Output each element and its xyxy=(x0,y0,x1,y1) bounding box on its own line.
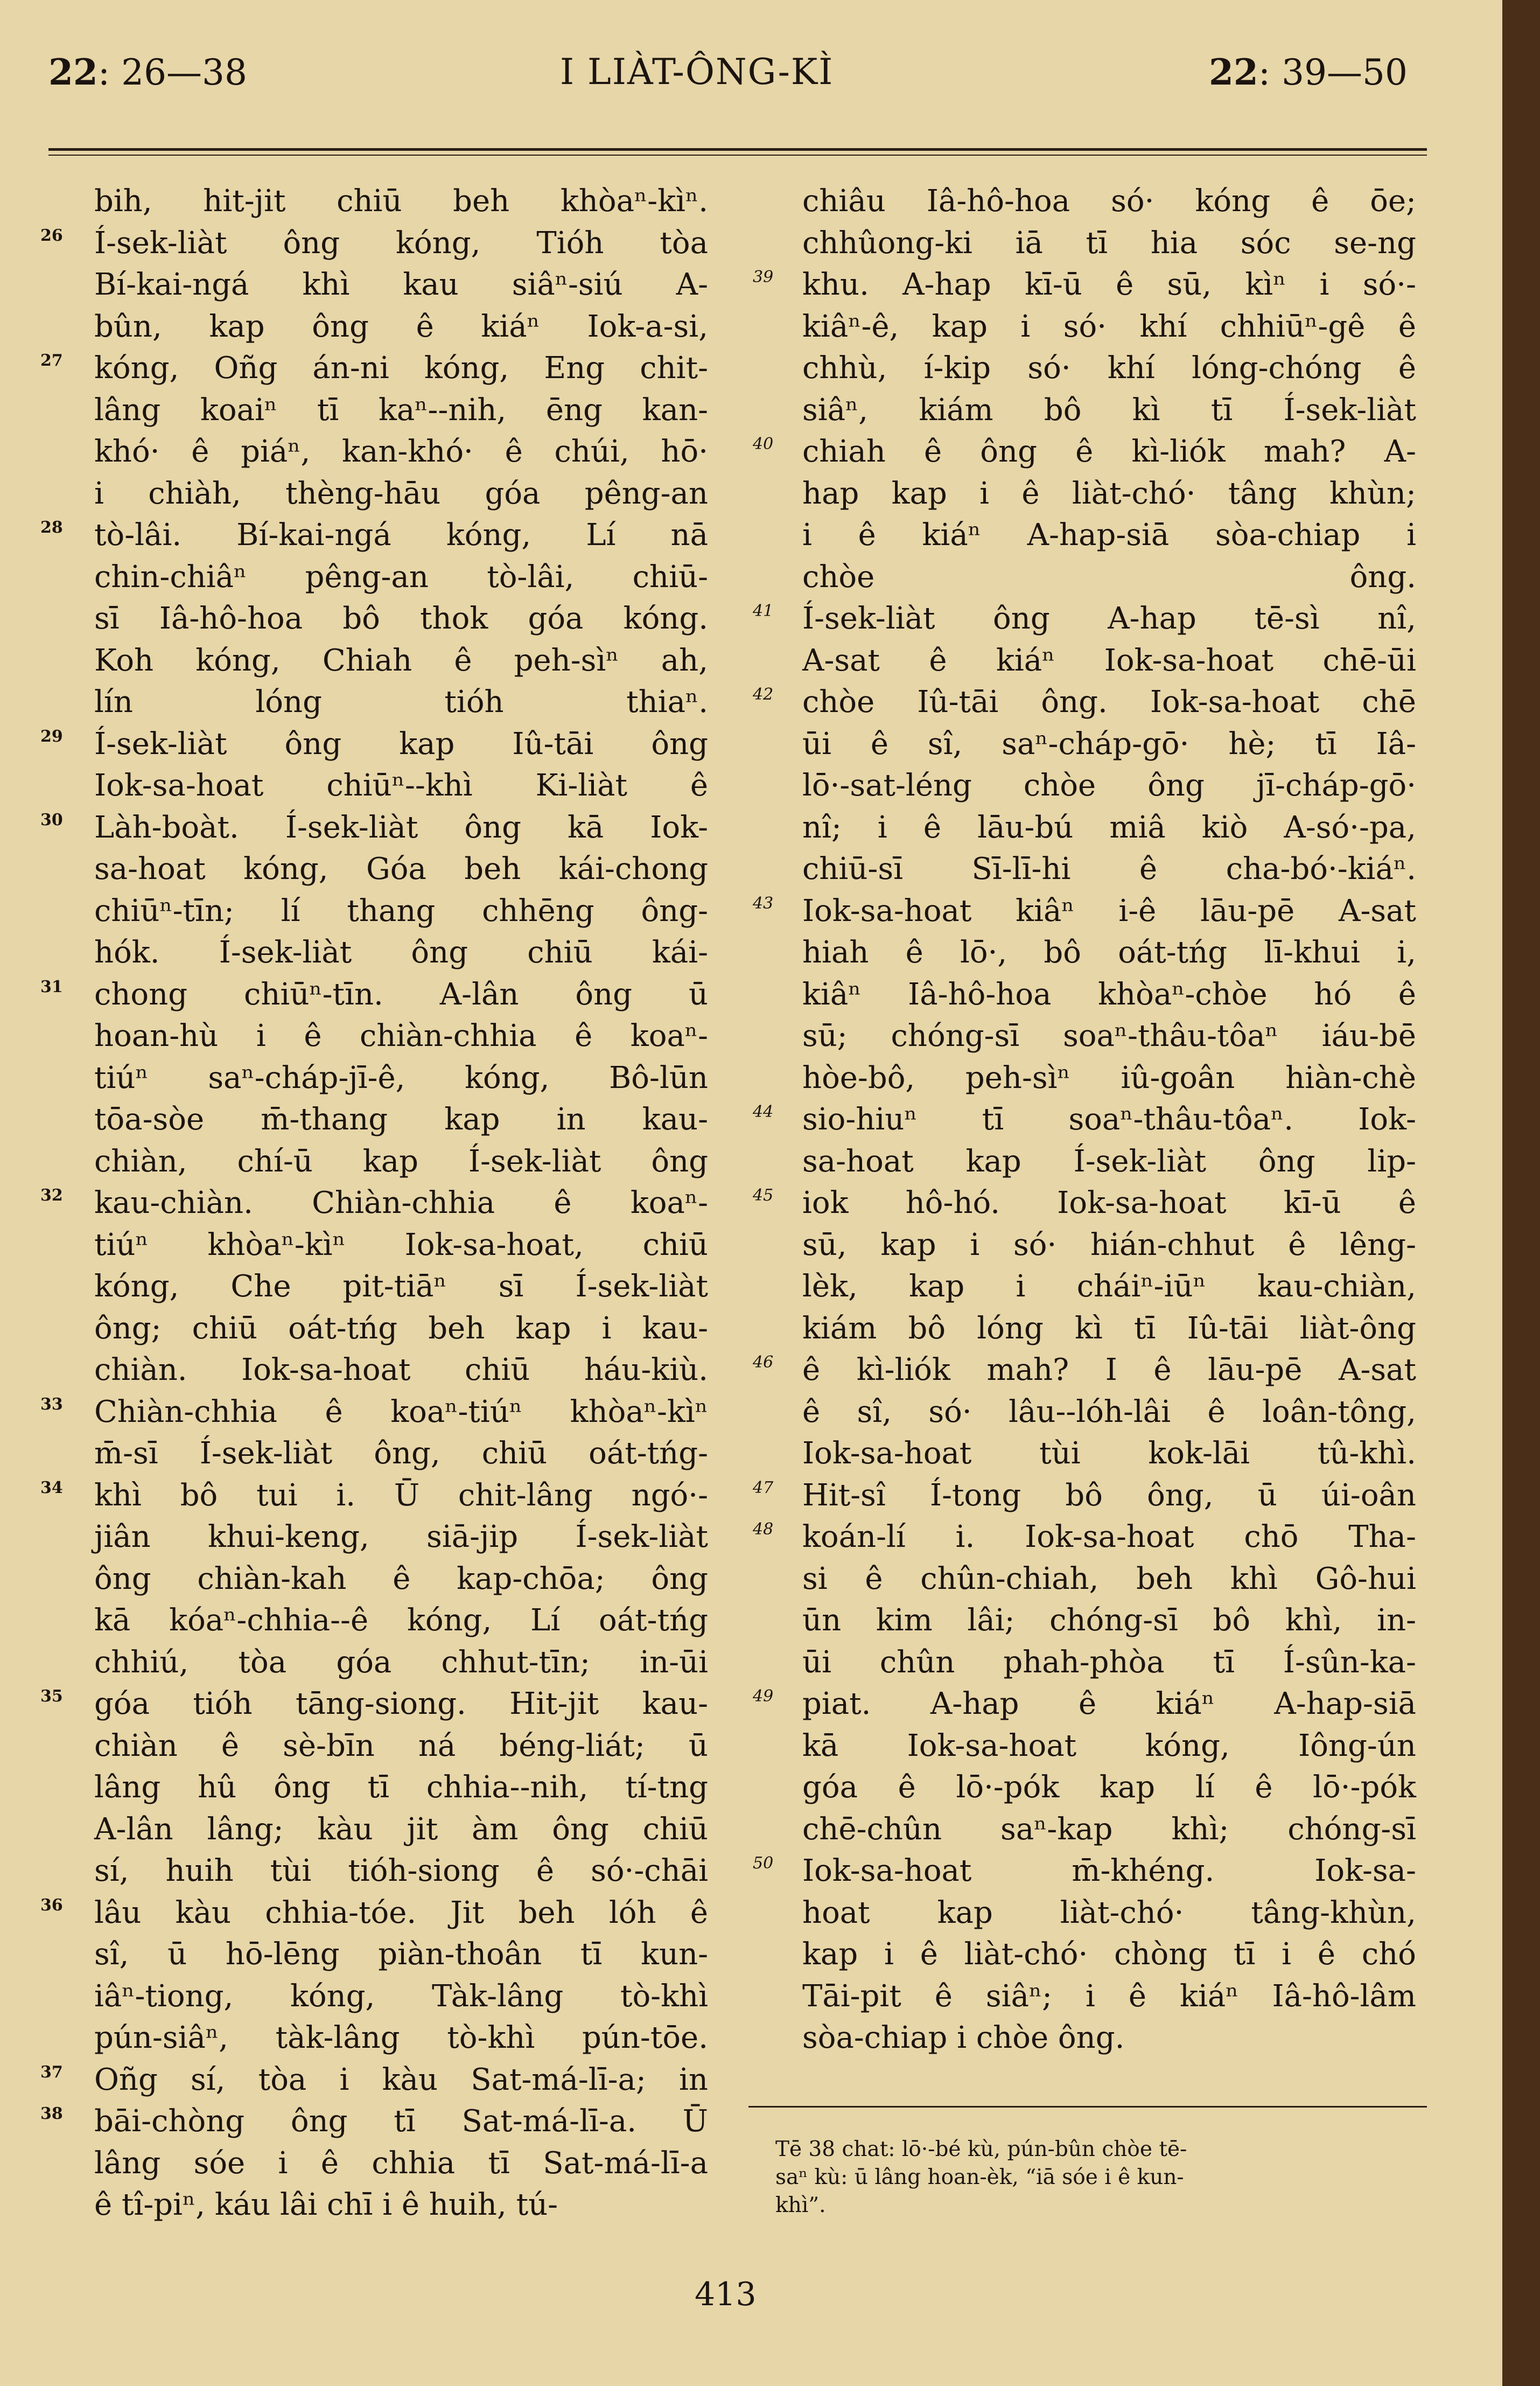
line-text: Hit-sî Í-tong bô ông, ū úi-oân xyxy=(802,1477,1416,1513)
line-text: A-sat ê kiáⁿ Iok-sa-hoat chē-ūi xyxy=(802,643,1416,678)
text-line xyxy=(802,1558,1416,1600)
text-line xyxy=(94,180,708,222)
verse-number: 39 xyxy=(753,268,774,287)
line-text: chòe ông. xyxy=(802,559,1416,595)
verse-number: 32 xyxy=(40,1186,63,1205)
verse-number: 49 xyxy=(753,1687,774,1706)
text-line xyxy=(802,473,1416,515)
line-text: tiúⁿ saⁿ-cháp-jī-ê, kóng, Bô-lūn xyxy=(94,1060,708,1096)
text-line xyxy=(802,1266,1416,1308)
line-text: tò-lâi. Bí-kai-ngá kóng, Lí nā xyxy=(94,518,708,553)
line-text: chhiú, tòa góa chhut-tīn; in-ūi xyxy=(94,1644,708,1680)
text-line xyxy=(753,1683,1416,1725)
text-line xyxy=(753,681,1416,723)
verse-number: 38 xyxy=(40,2104,63,2123)
line-text: Bí-kai-ngá khì kau siâⁿ-siú A- xyxy=(94,267,708,302)
text-line xyxy=(802,389,1416,431)
text-line xyxy=(94,264,708,306)
verse-number: 45 xyxy=(753,1186,774,1205)
verse-number: 29 xyxy=(40,727,63,746)
line-text: sa-hoat kap Í-sek-liàt ông lip- xyxy=(802,1143,1416,1179)
line-text: ūi chûn phah-phòa tī Í-sûn-ka- xyxy=(802,1644,1416,1680)
text-line xyxy=(802,765,1416,807)
line-text: chong chiūⁿ-tīn. A-lân ông ū xyxy=(94,976,708,1012)
footnote-line: khì”. xyxy=(775,2193,826,2217)
header-rule-thick xyxy=(48,148,1427,151)
footnote-rule xyxy=(748,2106,1427,2108)
line-text: bāi-chòng ông tī Sat-má-lī-a. Ū xyxy=(94,2104,708,2139)
verse-number: 50 xyxy=(753,1854,774,1873)
line-text: sí, huih tùi tióh-siong ê só·-chāi xyxy=(94,1853,708,1888)
text-line xyxy=(753,1850,1416,1892)
text-line xyxy=(802,1141,1416,1183)
line-text: Iok-sa-hoat m̄-khéng. Iok-sa- xyxy=(802,1853,1416,1888)
line-text: jiân khui-keng, siā-jip Í-sek-liàt xyxy=(94,1519,708,1554)
text-line xyxy=(753,598,1416,640)
line-text: sòa-chiap i chòe ông. xyxy=(802,2020,1125,2055)
line-text: sū; chóng-sī soaⁿ-thâu-tôaⁿ iáu-bē xyxy=(802,1018,1416,1054)
line-text: sa-hoat kóng, Góa beh kái-chong xyxy=(94,852,708,887)
text-line xyxy=(753,1182,1416,1224)
verse-number: 37 xyxy=(40,2062,63,2082)
line-text: chiah ê ông ê kì-liók mah? A- xyxy=(802,434,1416,469)
text-line xyxy=(94,2184,708,2226)
line-text: kā kóaⁿ-chhia--ê kóng, Lí oát-tńg xyxy=(94,1603,708,1638)
verse-number: 26 xyxy=(40,226,63,245)
line-text: Làh-boàt. Í-sek-liàt ông kā Iok- xyxy=(94,810,708,845)
line-text: nî; i ê lāu-bú miâ kiò A-só·-pa, xyxy=(802,810,1416,845)
text-line xyxy=(94,306,708,348)
verse-number: 31 xyxy=(40,977,63,996)
line-text: Í-sek-liàt ông kap Iû-tāi ông xyxy=(94,726,708,762)
text-line xyxy=(94,1224,708,1266)
text-line xyxy=(802,180,1416,222)
text-line xyxy=(802,2017,1416,2059)
text-line xyxy=(753,1099,1416,1141)
text-line xyxy=(94,1976,708,2018)
line-text: lâng hû ông tī chhia--nih, tí-tng xyxy=(94,1770,708,1805)
header-right-range: : 39—50 xyxy=(1258,52,1408,93)
text-line xyxy=(802,1767,1416,1809)
footnote-line: saⁿ kù: ū lâng hoan-èk, “iā sóe i ê kun- xyxy=(775,2165,1184,2189)
line-text: i ê kiáⁿ A-hap-siā sòa-chiap i xyxy=(802,518,1416,553)
verse-number: 40 xyxy=(753,435,774,454)
page-number: 413 xyxy=(695,2276,757,2313)
text-line xyxy=(753,431,1416,473)
verse-number: 44 xyxy=(753,1103,774,1121)
line-text: A-lân lâng; kàu jit àm ông chiū xyxy=(94,1811,708,1847)
right-text-column xyxy=(753,180,1416,2059)
line-text: khó· ê piáⁿ, kan-khó· ê chúi, hō· xyxy=(94,434,708,469)
line-text: sū, kap i só· hián-chhut ê lêng- xyxy=(802,1227,1416,1262)
line-text: Oñg sí, tòa i kàu Sat-má-lī-a; in xyxy=(94,2062,708,2097)
line-text: lâng koaiⁿ tī kaⁿ--nih, ēng kan- xyxy=(94,392,708,428)
text-line xyxy=(802,1892,1416,1934)
line-text: Koh kóng, Chiah ê peh-sìⁿ ah, xyxy=(94,643,708,678)
text-line xyxy=(802,848,1416,890)
line-text: Tāi-pit ê siâⁿ; i ê kiáⁿ Iâ-hô-lâm xyxy=(802,1978,1416,2014)
verse-number: 41 xyxy=(753,602,774,620)
line-text: sio-hiuⁿ tī soaⁿ-thâu-tôaⁿ. Iok- xyxy=(802,1102,1416,1137)
line-text: Í-sek-liàt ông A-hap tē-sì nî, xyxy=(802,601,1416,636)
line-text: kiâⁿ Iâ-hô-hoa khòaⁿ-chòe hó ê xyxy=(802,976,1416,1012)
text-line xyxy=(94,1308,708,1350)
line-text: lín lóng tióh thiaⁿ. xyxy=(94,685,708,720)
line-text: kiâⁿ-ê, kap i só· khí chhiūⁿ-gê ê xyxy=(802,309,1416,344)
verse-number: 30 xyxy=(40,810,63,829)
line-text: hók. Í-sek-liàt ông chiū kái- xyxy=(94,935,708,970)
text-line xyxy=(94,1141,708,1183)
text-line xyxy=(94,598,708,640)
verse-number: 34 xyxy=(40,1478,63,1497)
line-text: lō·-sat-léng chòe ông jī-cháp-gō· xyxy=(802,768,1416,803)
line-text: kóng, Oñg án-ni kóng, Eng chit- xyxy=(94,351,708,386)
text-line xyxy=(802,932,1416,974)
text-line xyxy=(40,222,708,264)
line-text: ê sî, só· lâu--lóh-lâi ê loân-tông, xyxy=(802,1394,1416,1429)
line-text: Iok-sa-hoat tùi kok-lāi tû-khì. xyxy=(802,1436,1416,1471)
line-text: koán-lí i. Iok-sa-hoat chō Tha- xyxy=(802,1519,1416,1554)
text-line xyxy=(802,807,1416,849)
line-text: ê kì-liók mah? I ê lāu-pē A-sat xyxy=(802,1352,1416,1387)
text-line xyxy=(40,1182,708,1224)
line-text: Iok-sa-hoat kiâⁿ i-ê lāu-pē A-sat xyxy=(802,893,1416,929)
line-text: chē-chûn saⁿ-kap khì; chóng-sī xyxy=(802,1811,1416,1847)
line-text: iâⁿ-tiong, kóng, Tàk-lâng tò-khì xyxy=(94,1978,708,2014)
text-line xyxy=(94,1767,708,1809)
verse-number: 33 xyxy=(40,1394,63,1414)
line-text: ūn kim lâi; chóng-sī bô khì, in- xyxy=(802,1603,1416,1638)
text-line xyxy=(40,1475,708,1517)
text-line xyxy=(40,723,708,765)
header-left-chapter: 22 xyxy=(48,51,98,93)
line-text: sî, ū hō-lēng piàn-thoân tī kun- xyxy=(94,1937,708,1972)
line-text: kā Iok-sa-hoat kóng, Iông-ún xyxy=(802,1728,1416,1763)
verse-number: 47 xyxy=(753,1478,774,1497)
text-line xyxy=(802,1809,1416,1851)
text-line xyxy=(94,1349,708,1391)
text-line xyxy=(802,556,1416,598)
text-line xyxy=(40,2059,708,2101)
header-left-range: : 26—38 xyxy=(97,52,248,93)
text-line xyxy=(94,1015,708,1057)
text-line xyxy=(802,640,1416,682)
line-text: góa ê lō·-pók kap lí ê lō·-pók xyxy=(802,1770,1416,1805)
line-text: hòe-bô, peh-sìⁿ iû-goân hiàn-chè xyxy=(802,1060,1416,1096)
line-text: hoat kap liàt-chó· tâng-khùn, xyxy=(802,1895,1416,1930)
text-line xyxy=(802,347,1416,389)
line-text: ūi ê sî, saⁿ-cháp-gō· hè; tī Iâ- xyxy=(802,726,1416,762)
header-left-reference xyxy=(48,51,247,93)
text-line xyxy=(94,1516,708,1558)
text-line xyxy=(802,1057,1416,1099)
text-line xyxy=(94,1600,708,1642)
text-line xyxy=(802,1015,1416,1057)
left-text-column xyxy=(40,180,708,2226)
running-title: I LIÀT-ÔNG-KÌ xyxy=(560,51,834,93)
line-text: piat. A-hap ê kiáⁿ A-hap-siā xyxy=(802,1686,1416,1721)
text-line xyxy=(94,1057,708,1099)
line-text: siâⁿ, kiám bô kì tī Í-sek-liàt xyxy=(802,392,1416,428)
text-line xyxy=(753,1349,1416,1391)
text-line xyxy=(40,514,708,556)
text-line xyxy=(802,1391,1416,1433)
text-line xyxy=(802,1642,1416,1684)
line-text: hap kap i ê liàt-chó· tâng khùn; xyxy=(802,476,1416,511)
line-text: pún-siâⁿ, tàk-lâng tò-khì pún-tōe. xyxy=(94,2020,708,2055)
footnote-line: Tē 38 chat: lō·-bé kù, pún-bûn chòe tē- xyxy=(775,2137,1187,2161)
text-line xyxy=(802,974,1416,1016)
text-line xyxy=(802,1224,1416,1266)
text-line xyxy=(94,765,708,807)
line-text: m̄-sī Í-sek-liàt ông, chiū oát-tńg- xyxy=(94,1436,708,1471)
text-line xyxy=(94,431,708,473)
text-line xyxy=(802,1600,1416,1642)
line-text: kiám bô lóng kì tī Iû-tāi liàt-ông xyxy=(802,1310,1416,1346)
text-line xyxy=(94,2017,708,2059)
text-line xyxy=(94,1558,708,1600)
text-line xyxy=(802,222,1416,264)
text-line xyxy=(94,1433,708,1475)
text-line xyxy=(94,2143,708,2185)
header-right-chapter: 22 xyxy=(1209,51,1258,93)
verse-number: 48 xyxy=(753,1520,774,1539)
line-text: Í-sek-liàt ông kóng, Tióh tòa xyxy=(94,225,708,261)
text-line xyxy=(94,1099,708,1141)
text-line xyxy=(94,932,708,974)
line-text: bih, hit-jit chiū beh khòaⁿ-kìⁿ. xyxy=(94,184,708,219)
text-line xyxy=(802,1976,1416,2018)
text-line xyxy=(802,723,1416,765)
text-line xyxy=(40,807,708,849)
line-text: chòe Iû-tāi ông. Iok-sa-hoat chē xyxy=(802,685,1416,720)
line-text: tōa-sòe m̄-thang kap in kau- xyxy=(94,1102,708,1137)
line-text: ông; chiū oát-tńg beh kap i kau- xyxy=(94,1310,708,1346)
line-text: tiúⁿ khòaⁿ-kìⁿ Iok-sa-hoat, chiū xyxy=(94,1227,708,1262)
text-line xyxy=(753,1516,1416,1558)
text-line xyxy=(802,1308,1416,1350)
line-text: chhûong-ki iā tī hia sóc se-ng xyxy=(802,225,1416,261)
header-rule-thin xyxy=(48,155,1427,156)
text-line xyxy=(94,1266,708,1308)
line-text: lâng sóe i ê chhia tī Sat-má-lī-a xyxy=(94,2145,708,2181)
text-line xyxy=(802,1725,1416,1767)
text-line xyxy=(94,848,708,890)
verse-number: 43 xyxy=(753,894,774,913)
text-line xyxy=(802,514,1416,556)
text-line xyxy=(94,1850,708,1892)
line-text: hiah ê lō·, bô oát-tńg lī-khui i, xyxy=(802,935,1416,970)
verse-number: 35 xyxy=(40,1687,63,1706)
line-text: chiàn, chí-ū kap Í-sek-liàt ông xyxy=(94,1143,708,1179)
line-text: ê tî-piⁿ, káu lâi chī i ê huih, tú- xyxy=(94,2187,558,2222)
text-line xyxy=(40,974,708,1016)
text-line xyxy=(94,1725,708,1767)
text-line xyxy=(753,1475,1416,1517)
verse-number: 27 xyxy=(40,351,63,370)
line-text: chin-chiâⁿ pêng-an tò-lâi, chiū- xyxy=(94,559,708,595)
line-text: lâu kàu chhia-tóe. Jit beh lóh ê xyxy=(94,1895,708,1930)
line-text: chiūⁿ-tīn; lí thang chhēng ông- xyxy=(94,893,708,929)
line-text: Iok-sa-hoat chiūⁿ--khì Ki-liàt ê xyxy=(94,768,708,803)
line-text: kap i ê liàt-chó· chòng tī i ê chó xyxy=(802,1937,1416,1972)
line-text: bûn, kap ông ê kiáⁿ Iok-a-si, xyxy=(94,309,708,344)
page-edge xyxy=(1502,0,1540,2386)
line-text: góa tióh tāng-siong. Hit-jit kau- xyxy=(94,1686,708,1721)
text-line xyxy=(753,264,1416,306)
line-text: Chiàn-chhia ê koaⁿ-tiúⁿ khòaⁿ-kìⁿ xyxy=(94,1394,708,1429)
line-text: kau-chiàn. Chiàn-chhia ê koaⁿ- xyxy=(94,1185,708,1220)
verse-number: 46 xyxy=(753,1353,774,1372)
verse-number: 42 xyxy=(753,685,774,704)
line-text: chiàn. Iok-sa-hoat chiū háu-kiù. xyxy=(94,1352,708,1387)
text-line xyxy=(94,890,708,932)
text-line xyxy=(802,306,1416,348)
line-text: sī Iâ-hô-hoa bô thok góa kóng. xyxy=(94,601,708,636)
text-line xyxy=(94,1642,708,1684)
line-text: chiàn ê sè-bīn ná béng-liát; ū xyxy=(94,1728,708,1763)
text-line xyxy=(802,1433,1416,1475)
line-text: i chiàh, thèng-hāu góa pêng-an xyxy=(94,476,708,511)
line-text: ông chiàn-kah ê kap-chōa; ông xyxy=(94,1561,708,1596)
line-text: kóng, Che pit-tiāⁿ sī Í-sek-liàt xyxy=(94,1269,708,1304)
text-line xyxy=(753,890,1416,932)
text-line xyxy=(94,389,708,431)
text-line xyxy=(40,1391,708,1433)
line-text: chiū-sī Sī-lī-hi ê cha-bó·-kiáⁿ. xyxy=(802,852,1416,887)
text-line xyxy=(94,681,708,723)
line-text: chhù, í-kip só· khí lóng-chóng ê xyxy=(802,351,1416,386)
text-line xyxy=(94,556,708,598)
text-line xyxy=(40,1683,708,1725)
verse-number: 28 xyxy=(40,518,63,537)
text-line xyxy=(94,1934,708,1976)
line-text: lèk, kap i cháiⁿ-iūⁿ kau-chiàn, xyxy=(802,1269,1416,1304)
line-text: iok hô-hó. Iok-sa-hoat kī-ū ê xyxy=(802,1185,1416,1220)
text-line xyxy=(94,640,708,682)
text-line xyxy=(40,2101,708,2143)
line-text: chiâu Iâ-hô-hoa só· kóng ê ōe; xyxy=(802,184,1416,219)
text-line xyxy=(40,347,708,389)
header-right-reference xyxy=(1209,51,1408,93)
line-text: si ê chûn-chiah, beh khì Gô-hui xyxy=(802,1561,1416,1596)
text-line xyxy=(94,1809,708,1851)
line-text: khì bô tui i. Ū chit-lâng ngó·- xyxy=(94,1477,708,1513)
line-text: khu. A-hap kī-ū ê sū, kìⁿ i só·- xyxy=(802,267,1416,302)
text-line xyxy=(40,1892,708,1934)
verse-number: 36 xyxy=(40,1895,63,1915)
text-line xyxy=(94,473,708,515)
footnote xyxy=(775,2136,1411,2220)
line-text: hoan-hù i ê chiàn-chhia ê koaⁿ- xyxy=(94,1018,708,1054)
text-line xyxy=(802,1934,1416,1976)
